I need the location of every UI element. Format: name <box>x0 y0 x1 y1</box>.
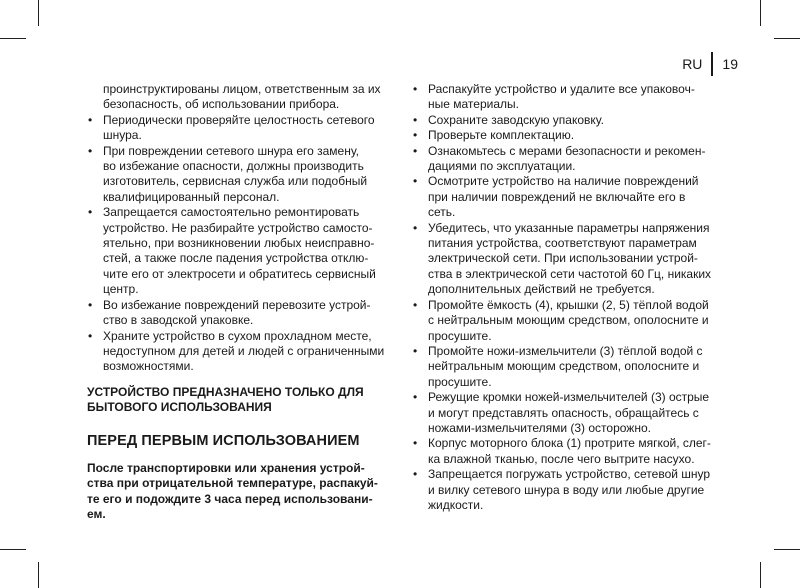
bullet-icon: • <box>413 220 418 235</box>
text-line: ные материалы. <box>428 97 519 112</box>
bullet-icon: • <box>413 112 418 127</box>
text-line: Убедитесь, что указанные параметры напряжения <box>428 220 710 235</box>
crop-mark <box>0 38 26 39</box>
text-line: шнура. <box>103 128 142 143</box>
text-line: сеть. <box>428 205 456 220</box>
text-line: Режущие кромки ножей-измельчителей (3) острые <box>428 390 710 405</box>
text-line: центр. <box>103 282 139 297</box>
transport-notice <box>87 461 387 523</box>
list-item <box>412 467 717 513</box>
text-line: Периодически проверяйте целостность сетевого <box>103 112 375 127</box>
text-line: Осмотрите устройство на наличие повреждений <box>428 174 699 189</box>
text-line: устройство. Не разбирайте устройство самосто- <box>103 220 373 235</box>
bullet-icon: • <box>413 390 418 405</box>
safety-list <box>87 113 387 375</box>
page-number: 19 <box>722 56 738 72</box>
bullet-icon: • <box>413 143 418 158</box>
text-line: и вилку сетевого шнура в воду или любые другие <box>428 482 705 497</box>
text-line: просушите. <box>428 374 492 389</box>
text-line: изготовитель, сервисная служба или подобный <box>103 174 368 189</box>
crop-mark <box>760 0 761 26</box>
bullet-icon: • <box>88 205 93 220</box>
bullet-icon: • <box>88 143 93 158</box>
list-item <box>412 344 717 390</box>
list-item <box>412 144 717 175</box>
text-line: ства в электрической сети частотой 60 Гц, никаких <box>428 266 712 281</box>
text-line: При повреждении сетевого шнура его замену, <box>103 143 359 158</box>
text-line: Запрещается самостоятельно ремонтировать <box>103 205 360 220</box>
text-line: Распакуйте устройство и удалите все упаковоч- <box>428 82 695 96</box>
header-divider <box>711 52 713 76</box>
list-item <box>412 436 717 467</box>
bullet-icon: • <box>413 297 418 312</box>
crop-mark <box>0 549 26 550</box>
text-line: возможностями. <box>103 359 194 374</box>
list-item <box>412 390 717 436</box>
text-line: Корпус моторного блока (1) протрите мягкой, слег- <box>428 436 711 451</box>
text-line: Промойте ёмкость (4), крышки (2, 5) тёплой водой <box>428 297 709 312</box>
bullet-icon: • <box>413 82 418 96</box>
crop-mark <box>774 38 800 39</box>
bullet-icon: • <box>88 112 93 127</box>
text-line: Проверьте комплектацию. <box>428 128 575 143</box>
text-line: стей, а также после падения устройства отклю- <box>103 251 369 266</box>
text-line: недоступном для детей и людей с ограниченными <box>103 343 385 358</box>
list-item <box>412 298 717 344</box>
text-line: Во избежание повреждений перевозите устрой- <box>103 297 371 312</box>
crop-mark <box>38 0 39 26</box>
list-item <box>412 174 717 220</box>
text-line: ство в заводской упаковке. <box>103 313 254 328</box>
text-line: нейтральным моющим средством, ополосните и <box>428 359 700 374</box>
household-use-notice <box>87 385 387 416</box>
crop-mark <box>760 562 761 588</box>
text-line: во избежание опасности, должны производить <box>103 159 364 174</box>
text-line: проинструктированы лицом, ответственным за их <box>103 82 381 96</box>
left-column <box>87 82 387 523</box>
list-item <box>412 221 717 298</box>
list-item <box>87 113 387 144</box>
text-line: просушите. <box>428 328 492 343</box>
crop-mark <box>38 562 39 588</box>
text-line: ка влажной тканью, после чего вытрите насухо. <box>428 451 695 466</box>
text-line: Запрещается погружать устройство, сетевой шнур <box>428 467 711 482</box>
text-line: ем. <box>87 507 106 522</box>
text-line: дациями по эксплуатации. <box>428 159 576 174</box>
text-line: те его и подождите 3 часа перед использовани- <box>87 491 373 506</box>
text-line: при наличии повреждений не включайте его в <box>428 189 686 204</box>
bullet-icon: • <box>413 128 418 143</box>
text-line: После транспортировки или хранения устрой- <box>87 460 365 475</box>
text-line: с нейтральным моющим средством, ополосните и <box>428 313 709 328</box>
text-line: электрической сети. При использовании устрой- <box>428 251 698 266</box>
bullet-icon: • <box>88 297 93 312</box>
bullet-icon: • <box>413 343 418 358</box>
language-code: RU <box>682 56 703 72</box>
text-line: и могут представлять опасность, обращайтесь с <box>428 405 699 420</box>
text-line: Сохраните заводскую упаковку. <box>428 112 604 127</box>
intro-paragraph <box>87 82 387 113</box>
text-line: ства при отрицательной температуре, распакуй- <box>87 476 378 491</box>
bullet-icon: • <box>413 174 418 189</box>
text-line: квалифицированный персонал. <box>103 189 280 204</box>
page-header <box>682 52 738 76</box>
text-line: жидкости. <box>428 497 484 512</box>
text-line: ятельно, при возникновении любых неисправно- <box>103 236 375 251</box>
text-line: безопасность, об использовании прибора. <box>103 97 340 112</box>
text-line: БЫТОВОГО ИСПОЛЬЗОВАНИЯ <box>87 400 272 415</box>
list-item <box>412 82 717 113</box>
text-line: чите его от электросети и обратитесь сервисный <box>103 266 376 281</box>
preparation-list <box>412 82 717 513</box>
text-line: ножами-измельчителями (3) осторожно. <box>428 420 651 435</box>
list-item <box>87 205 387 297</box>
text-line: Промойте ножи-измельчители (3) тёплой водой с <box>428 343 703 358</box>
text-line: Ознакомьтесь с мерами безопасности и рекомен- <box>428 143 706 158</box>
text-line: дополнительных действий не требуется. <box>428 282 655 297</box>
section-title: ПЕРЕД ПЕРВЫМ ИСПОЛЬЗОВАНИЕМ <box>87 432 360 449</box>
list-item <box>412 128 717 143</box>
text-line: Храните устройство в сухом прохладном месте, <box>103 328 372 343</box>
crop-mark <box>774 549 800 550</box>
list-item <box>87 298 387 329</box>
text-line: УСТРОЙСТВО ПРЕДНАЗНАЧЕНО ТОЛЬКО ДЛЯ <box>87 384 364 399</box>
text-line: питания устройства, соответствуют параметрам <box>428 236 697 251</box>
bullet-icon: • <box>413 436 418 451</box>
right-column <box>412 82 717 513</box>
bullet-icon: • <box>88 328 93 343</box>
list-item <box>412 113 717 128</box>
bullet-icon: • <box>413 467 418 482</box>
list-item <box>87 329 387 375</box>
list-item <box>87 144 387 206</box>
